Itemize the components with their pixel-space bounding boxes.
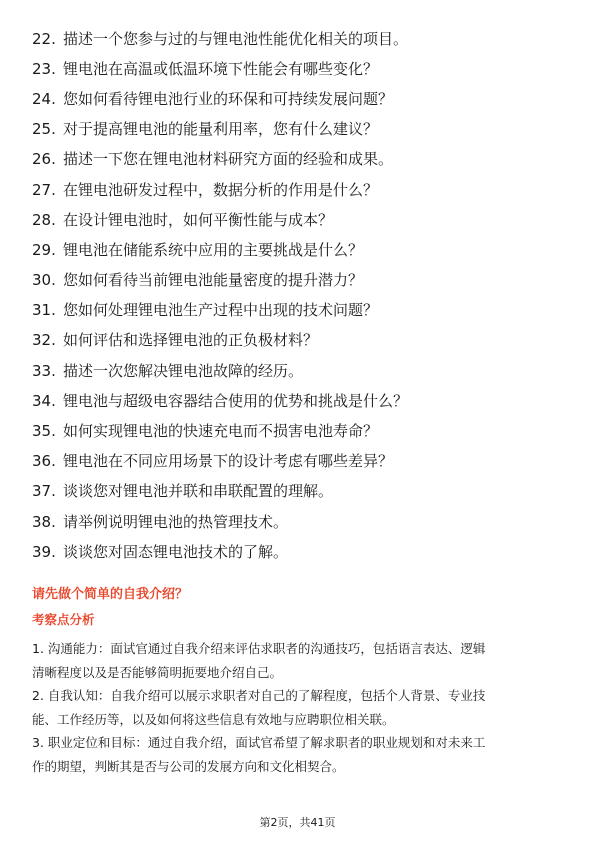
list-item: [32, 54, 572, 84]
question-text: 锂电池与超级电容器结合使用的优势和挑战是什么？: [63, 391, 409, 410]
question-number: 39.: [32, 542, 56, 561]
question-text: 锂电池在储能系统中应用的主要挑战是什么？: [63, 240, 364, 259]
question-number: 36.: [32, 452, 56, 471]
question-number: 22.: [32, 29, 56, 48]
question-text: 如何实现锂电池的快速充电而不损害电池寿命？: [63, 422, 379, 441]
question-number: 34.: [32, 391, 56, 410]
list-item: [32, 326, 572, 356]
question-text: 在设计锂电池时，如何平衡性能与成本？: [63, 210, 334, 229]
question-number: 25.: [32, 120, 56, 139]
analysis-line: 清晰程度以及是否能够简明扼要地介绍自己。: [32, 664, 283, 680]
question-text: 锂电池在不同应用场景下的设计考虑有哪些差异？: [63, 452, 394, 471]
list-item: [32, 386, 572, 416]
list-item: [32, 24, 572, 54]
list-item: [32, 115, 572, 145]
list-item: [32, 477, 572, 507]
question-text: 您如何处理锂电池生产过程中出现的技术问题？: [63, 301, 379, 320]
analysis-line: 3. 职业定位和目标：通过自我介绍，面试官希望了解求职者的职业规划和对未来工: [32, 735, 486, 751]
analysis-item: [32, 637, 564, 684]
list-item: [32, 145, 572, 175]
list-item: [32, 175, 572, 205]
question-number: 38.: [32, 512, 56, 531]
section-subtitle: 考察点分析: [32, 612, 95, 627]
list-item: [32, 356, 572, 386]
question-text: 您如何看待当前锂电池能量密度的提升潜力？: [63, 271, 364, 290]
list-item: [32, 84, 572, 114]
question-text: 描述一次您解决锂电池故障的经历。: [63, 361, 304, 380]
analysis-item: [32, 684, 564, 731]
question-text: 请举例说明锂电池的热管理技术。: [63, 512, 289, 531]
question-number: 33.: [32, 361, 56, 380]
list-item: [32, 205, 572, 235]
question-number: 24.: [32, 89, 56, 108]
question-text: 谈谈您对固态锂电池技术的了解。: [63, 542, 289, 561]
question-text: 您如何看待锂电池行业的环保和可持续发展问题？: [63, 89, 394, 108]
analysis-item: [32, 731, 564, 778]
section-title: 请先做个简单的自我介绍？: [32, 587, 189, 602]
analysis-list: [32, 637, 564, 779]
question-text: 对于提高锂电池的能量利用率，您有什么建议？: [63, 120, 379, 139]
page-number: 第2页，共41页: [259, 816, 336, 829]
analysis-line: 能、工作经历等，以及如何将这些信息有效地与应聘职位相关联。: [32, 711, 395, 727]
question-text: 描述一下您在锂电池材料研究方面的经验和成果。: [63, 150, 394, 169]
question-text: 谈谈您对锂电池并联和串联配置的理解。: [63, 482, 334, 501]
analysis-line: 2. 自我认知：自我介绍可以展示求职者对自己的了解程度，包括个人背景、专业技: [32, 688, 486, 704]
list-item: [32, 537, 572, 567]
question-number: 30.: [32, 271, 56, 290]
list-item: [32, 507, 572, 537]
question-list: [32, 24, 572, 567]
list-item: [32, 296, 572, 326]
question-text: 描述一个您参与过的与锂电池性能优化相关的项目。: [63, 29, 409, 48]
question-text: 在锂电池研发过程中，数据分析的作用是什么？: [63, 180, 379, 199]
analysis-line: 作的期望，判断其是否与公司的发展方向和文化相契合。: [32, 758, 345, 774]
list-item: [32, 266, 572, 296]
question-number: 32.: [32, 331, 56, 350]
list-item: [32, 235, 572, 265]
question-number: 26.: [32, 150, 56, 169]
analysis-line: 1. 沟通能力：面试官通过自我介绍来评估求职者的沟通技巧，包括语言表达、逻辑: [32, 641, 486, 656]
question-number: 31.: [32, 301, 56, 320]
question-text: 如何评估和选择锂电池的正负极材料？: [63, 331, 319, 350]
list-item: [32, 416, 572, 446]
question-text: 锂电池在高温或低温环境下性能会有哪些变化？: [63, 59, 379, 78]
question-number: 35.: [32, 422, 56, 441]
list-item: [32, 447, 572, 477]
question-number: 28.: [32, 210, 56, 229]
question-number: 37.: [32, 482, 56, 501]
question-number: 23.: [32, 59, 56, 78]
question-number: 27.: [32, 180, 56, 199]
question-number: 29.: [32, 240, 56, 259]
